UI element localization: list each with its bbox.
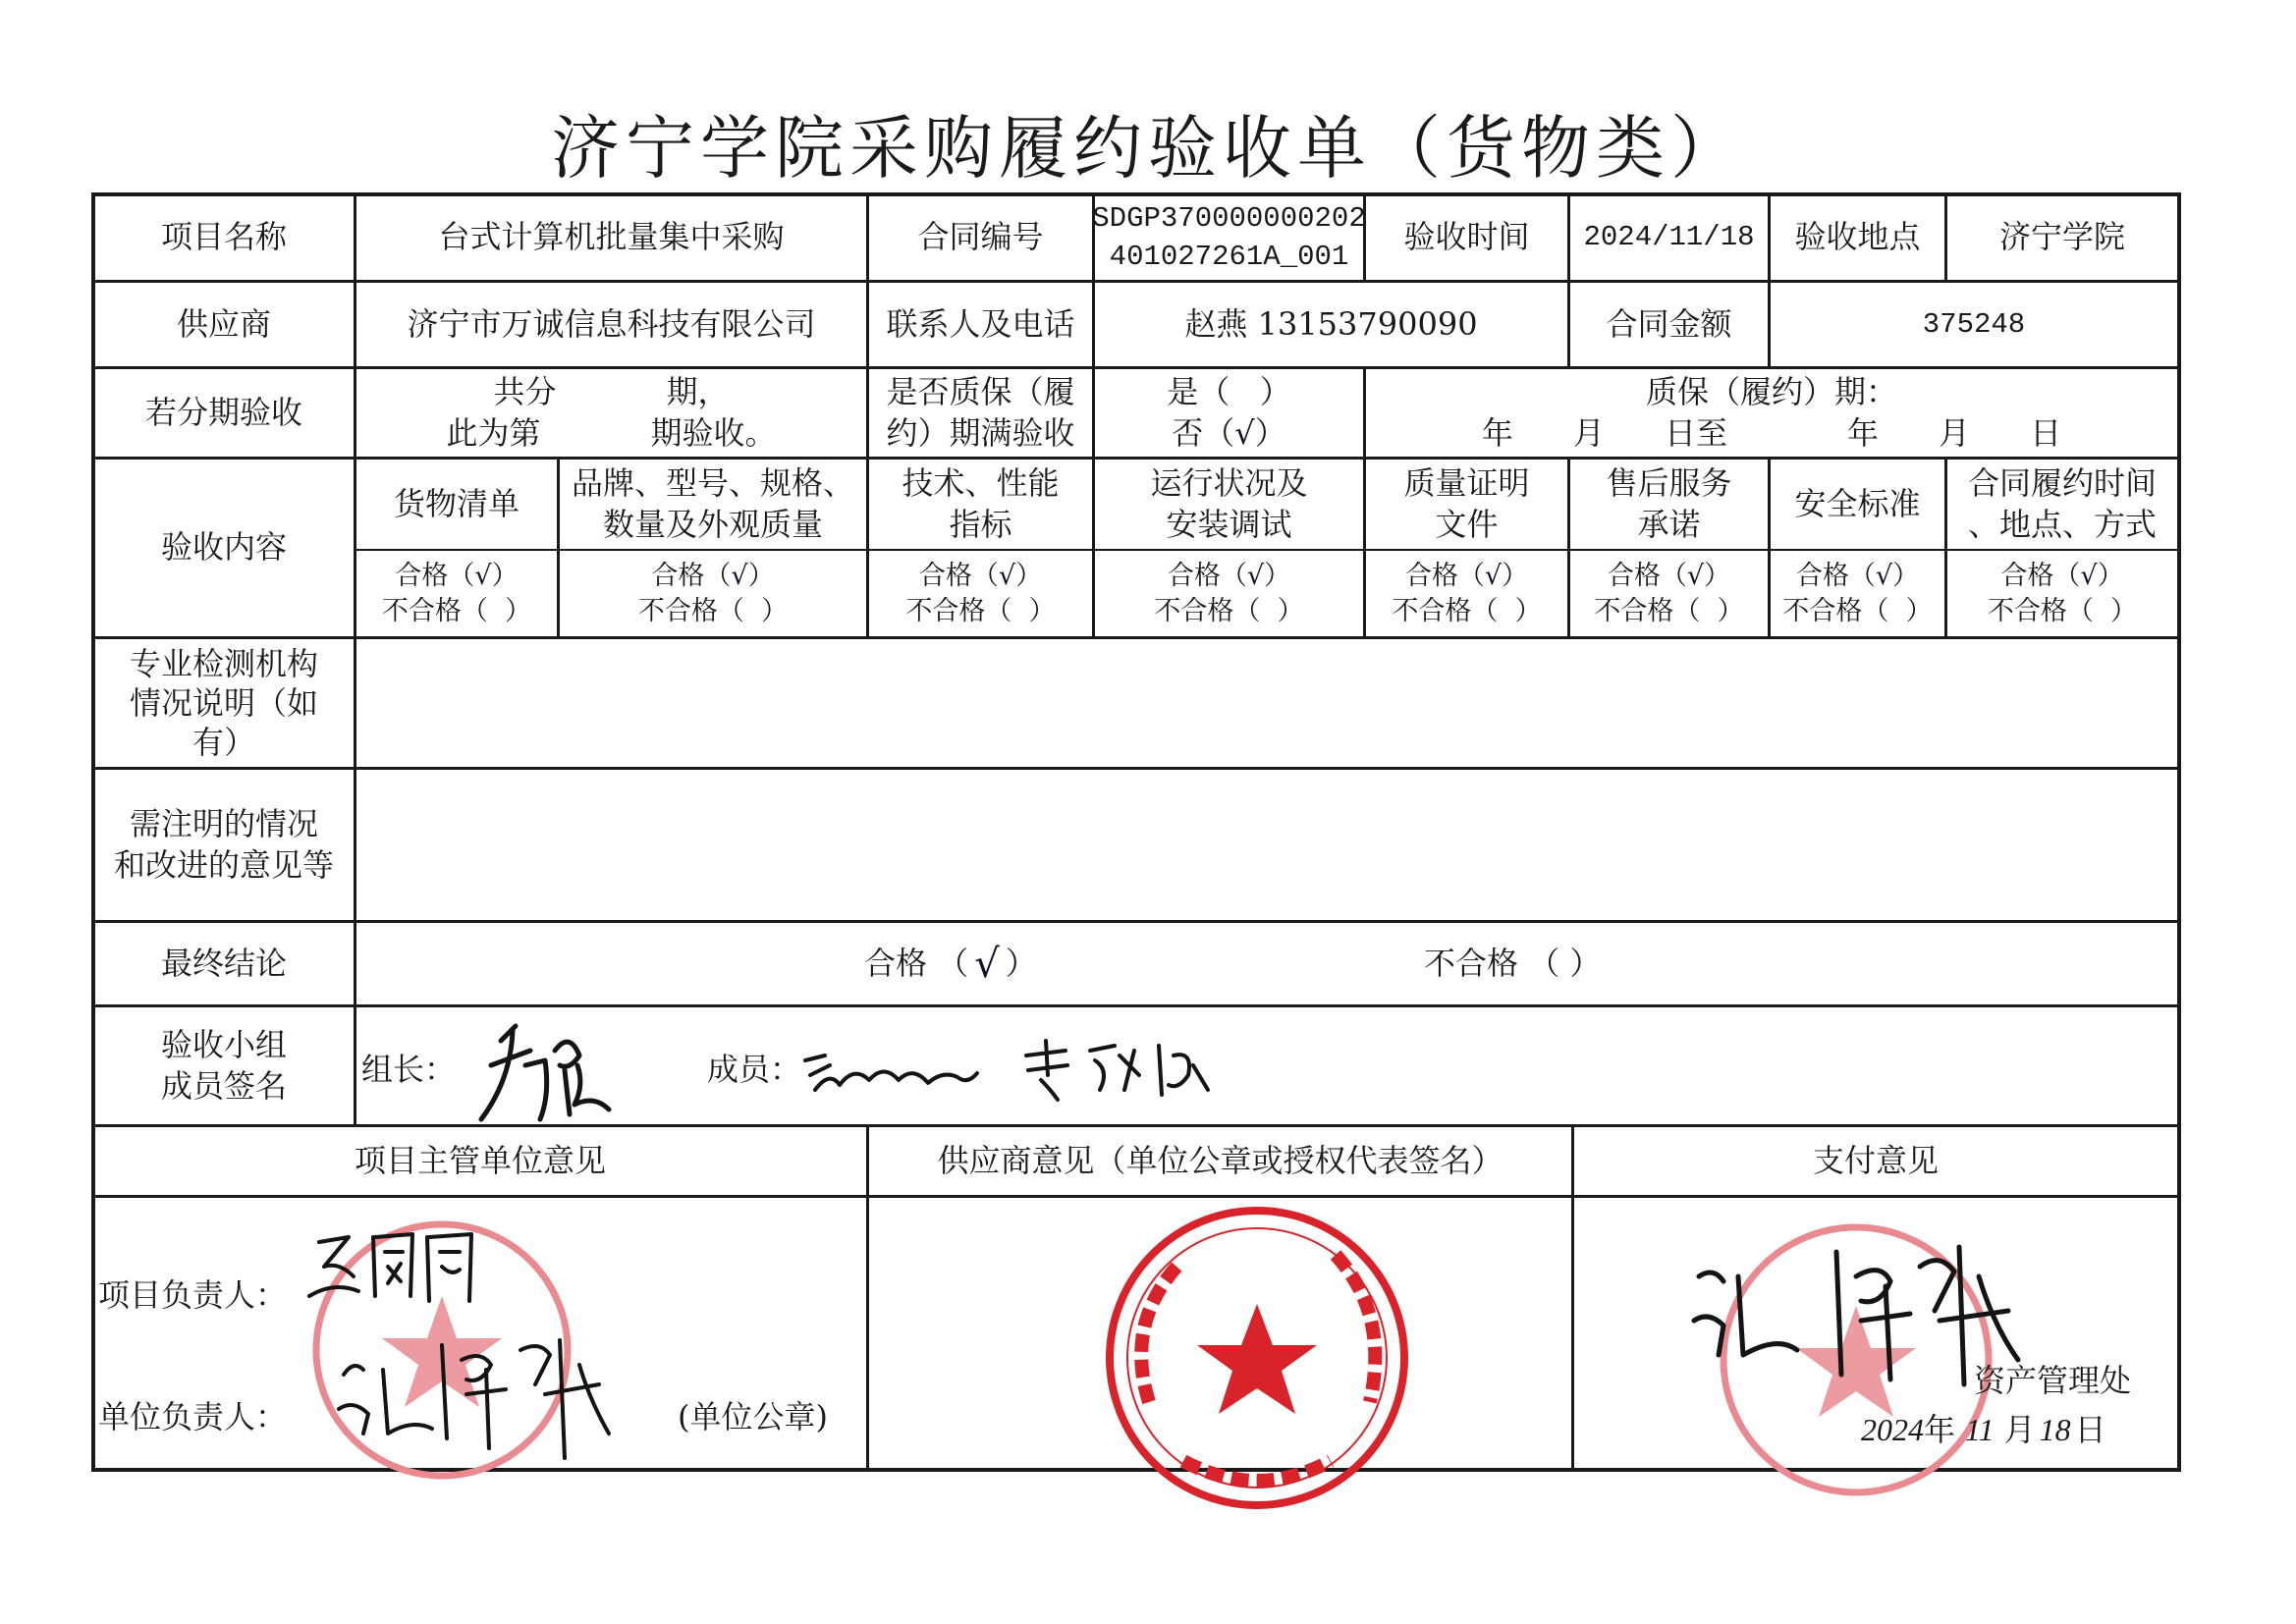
contract-no-line1: SDGP370000000202: [1092, 201, 1366, 235]
agency-label-line3: 有）: [191, 724, 255, 761]
pass-close: ）: [1015, 561, 1043, 592]
payment-day: 18: [2039, 1412, 2071, 1448]
team-sign-label: [94, 1007, 354, 1124]
warranty-yes-no: [1095, 369, 1363, 457]
dept-lead-signatures: [295, 1222, 707, 1478]
installment-line1: 共分 期，: [493, 372, 730, 410]
content-item-name: 安全标准: [1794, 484, 1921, 522]
pass-check-mark: √: [474, 561, 492, 592]
notes-label-line1: 需注明的情况: [129, 804, 318, 842]
fail-option: 不合格（ ）: [1594, 595, 1744, 626]
team-label-line2: 成员签名: [160, 1066, 287, 1105]
leader-label: 组长：: [361, 1051, 457, 1089]
result-after-sales: [1570, 551, 1768, 636]
project-name-label: 项目名称: [160, 218, 287, 256]
pass-label: 合格（: [2000, 561, 2081, 592]
pass-option: [395, 559, 518, 593]
no-close: ）: [1254, 413, 1286, 452]
contract-no-line2: 401027261A_001: [1109, 241, 1349, 273]
content-item-brand-model: [560, 460, 866, 549]
pass-option: [651, 559, 774, 593]
content-item-line2: 安装调试: [1166, 505, 1292, 543]
pass-label: 合格（: [1795, 561, 1876, 592]
member-signatures: [800, 1036, 1213, 1105]
contract-no-label: 合同编号: [917, 218, 1044, 256]
leader-signature: [462, 1011, 629, 1129]
result-brand-model: [560, 551, 866, 636]
contact-label: 联系人及电话: [886, 304, 1075, 343]
pass-option: [1168, 559, 1290, 593]
pass-check-mark: √: [998, 561, 1016, 592]
conclusion-pass-close: ）: [1005, 944, 1037, 982]
fail-option: 不合格（ ）: [381, 595, 532, 626]
warranty-yes-option: 是（ ）: [1167, 372, 1291, 410]
content-item-contract-terms: [1947, 460, 2177, 549]
acceptance-time-label: 验收时间: [1403, 218, 1530, 256]
content-item-name: 合同履约时间: [1967, 463, 2157, 502]
content-item-line2: 文件: [1435, 505, 1499, 543]
pass-close: ）: [1502, 561, 1529, 592]
fail-option: 不合格（ ）: [905, 595, 1056, 626]
warranty-question-line1: 是否质保（履: [886, 372, 1075, 410]
pass-label: 合格（: [1607, 561, 1687, 592]
dept-opinion-header: 项目主管单位意见: [354, 1141, 606, 1179]
warranty-no-option: [1172, 413, 1285, 455]
contact-value: 赵燕 13153790090: [1184, 304, 1478, 343]
content-item-line2: 、地点、方式: [1967, 505, 2157, 543]
pass-label: 合格（: [1167, 561, 1247, 592]
final-conclusion-label: 最终结论: [160, 944, 287, 982]
warranty-period: [1366, 369, 2177, 457]
result-safety: [1771, 551, 1944, 636]
content-item-operation: [1095, 460, 1363, 549]
content-item-name: 技术、性能: [902, 463, 1060, 502]
supplier-company-seal: [1095, 1196, 1419, 1520]
pass-option: [919, 559, 1042, 593]
pass-option: [1796, 559, 1919, 593]
content-item-name: 售后服务: [1606, 463, 1732, 502]
warranty-period-label: 质保（履约）期：: [1645, 372, 1897, 410]
pass-option: [1405, 559, 1528, 593]
pass-label: 合格（: [651, 561, 732, 592]
payment-month: 11: [1965, 1412, 1995, 1448]
content-item-name: 质量证明: [1403, 463, 1530, 502]
conclusion-fail: 不合格 （ ）: [1424, 944, 1602, 982]
result-quality-docs: [1366, 551, 1567, 636]
pass-close: ）: [1892, 561, 1920, 592]
pass-check-mark: √: [2080, 561, 2098, 592]
payment-opinion-header: 支付意见: [1812, 1141, 1939, 1179]
fail-option: 不合格（ ）: [1392, 595, 1542, 626]
conclusion-pass: [864, 923, 1159, 1004]
agency-label-line2: 情况说明（如: [129, 684, 318, 722]
fail-option: 不合格（ ）: [637, 595, 789, 626]
contract-amount-value: 375248: [1922, 307, 2026, 341]
payment-year: 2024: [1861, 1412, 1924, 1448]
agency-label: [94, 639, 354, 767]
result-goods-list: [356, 551, 557, 636]
pass-close: ）: [2097, 561, 2124, 592]
supplier-label: 供应商: [176, 304, 271, 343]
conclusion-check-mark: √: [974, 941, 1000, 987]
acceptance-place-value: 济宁学院: [1998, 218, 2125, 256]
acceptance-content-label: 验收内容: [160, 528, 287, 567]
installment-label: 若分期验收: [144, 393, 302, 431]
project-lead-label: 项目负责人：: [98, 1276, 288, 1315]
unit-seal-label: (单位公章): [678, 1398, 828, 1436]
acceptance-place-label: 验收地点: [1794, 218, 1921, 256]
no-label: 否（: [1172, 413, 1235, 452]
content-item-line2: 指标: [949, 505, 1012, 543]
notes-label: [94, 770, 354, 920]
contract-amount-label: 合同金额: [1606, 304, 1732, 343]
pass-close: ）: [747, 561, 775, 592]
pass-label: 合格（: [1404, 561, 1485, 592]
content-item-line2: 承诺: [1637, 505, 1701, 543]
content-item-safety: [1771, 460, 1944, 549]
fail-option: 不合格（ ）: [1987, 595, 2138, 626]
pass-close: ）: [491, 561, 519, 592]
content-item-after-sales: [1570, 460, 1768, 549]
supplier-opinion-header: 供应商意见（单位公章或授权代表签名）: [937, 1141, 1503, 1179]
pass-label: 合格（: [918, 561, 999, 592]
unit-lead-label: 单位负责人：: [98, 1398, 288, 1436]
warranty-question: [869, 369, 1092, 457]
fail-option: 不合格（ ）: [1154, 595, 1304, 626]
content-item-name: 运行状况及: [1150, 463, 1308, 502]
content-item-name: 品牌、型号、规格、: [571, 463, 854, 502]
content-item-name: 货物清单: [393, 484, 519, 522]
installment-line2: 此为第 期验收。: [446, 413, 777, 452]
result-contract-terms: [1947, 551, 2177, 636]
page-title: 济宁学院采购履约验收单（货物类）: [551, 108, 1745, 189]
agency-label-line1: 专业检测机构: [129, 645, 318, 682]
conclusion-pass-text: 合格 （: [864, 944, 969, 982]
supplier-value: 济宁市万诚信息科技有限公司: [407, 304, 816, 343]
member-label: 成员：: [707, 1051, 802, 1089]
payment-unit-label: 资产管理处: [1973, 1362, 2131, 1400]
payment-day-unit: 日: [2074, 1411, 2106, 1449]
pass-option: [2000, 559, 2123, 593]
pass-check-mark: √: [1875, 561, 1893, 592]
installment-value: [356, 369, 866, 457]
pass-check-mark: √: [731, 561, 748, 592]
payment-date: [1861, 1406, 2156, 1455]
pass-close: ）: [1704, 561, 1731, 592]
no-check-mark: √: [1234, 413, 1255, 452]
notes-label-line2: 和改进的意见等: [113, 845, 334, 884]
pass-label: 合格（: [395, 561, 475, 592]
warranty-question-line2: 约）期满验收: [886, 413, 1075, 452]
pass-close: ）: [1264, 561, 1291, 592]
payment-year-unit: 年: [1924, 1411, 1956, 1449]
warranty-period-dates: 年 月 日至 年 月 日: [1481, 413, 2062, 452]
pass-check-mark: √: [1484, 561, 1503, 592]
contract-no-value: [1092, 195, 1366, 280]
team-label-line1: 验收小组: [160, 1025, 287, 1063]
acceptance-time-value: 2024/11/18: [1583, 221, 1755, 254]
content-item-quality-docs: [1366, 460, 1567, 549]
content-item-goods-list: [356, 460, 557, 549]
pass-check-mark: √: [1246, 561, 1265, 592]
payment-month-unit: 月: [2003, 1411, 2036, 1449]
content-item-line2: 数量及外观质量: [602, 505, 823, 543]
project-name-value: 台式计算机批量集中采购: [438, 218, 785, 256]
content-item-tech-performance: [869, 460, 1092, 549]
result-tech-performance: [869, 551, 1092, 636]
pass-check-mark: √: [1686, 561, 1705, 592]
fail-option: 不合格（ ）: [1782, 595, 1933, 626]
pass-option: [1608, 559, 1730, 593]
result-operation: [1095, 551, 1363, 636]
